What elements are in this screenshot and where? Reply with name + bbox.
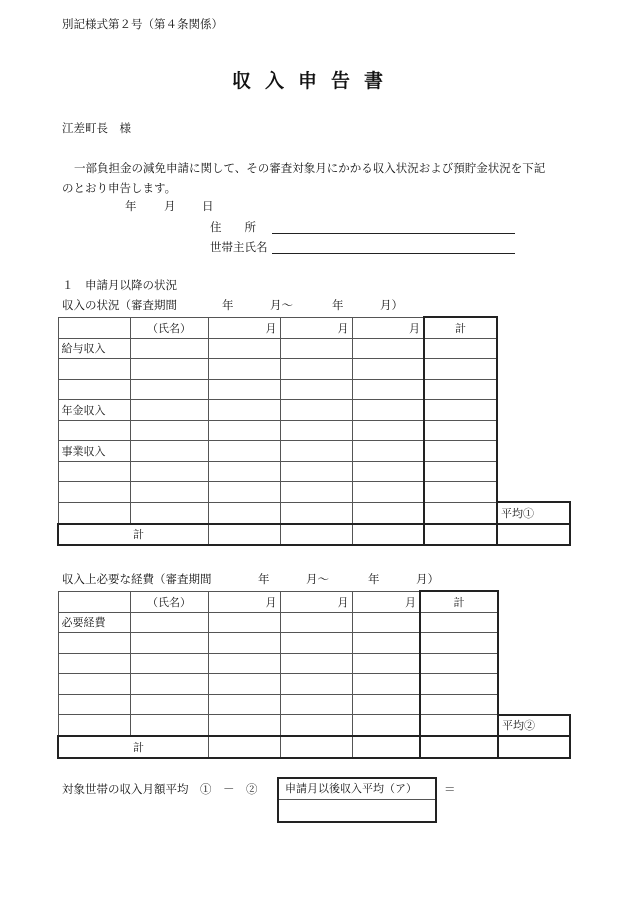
table-cell bbox=[497, 420, 570, 441]
declaration-line-1: 一部負担金の減免申請に関して、その審査対象月にかかる収入状況および預貯金状況を下記 bbox=[74, 161, 546, 175]
input-cell[interactable] bbox=[280, 420, 352, 441]
input-cell[interactable] bbox=[280, 502, 352, 524]
table-cell bbox=[498, 674, 570, 695]
row-label-expense: 必要経費 bbox=[58, 612, 130, 633]
input-cell[interactable] bbox=[130, 461, 208, 482]
table-row bbox=[58, 400, 570, 421]
householder-label: 世帯主氏名 bbox=[210, 240, 268, 254]
expense-heading-year2: 年 bbox=[368, 572, 380, 586]
table-cell bbox=[498, 591, 570, 612]
input-cell[interactable] bbox=[352, 400, 424, 421]
table-row bbox=[58, 338, 570, 359]
input-cell[interactable] bbox=[352, 379, 424, 400]
input-cell[interactable] bbox=[424, 400, 497, 421]
table-cell bbox=[498, 694, 570, 715]
table-row bbox=[58, 715, 570, 737]
table-cell bbox=[498, 653, 570, 674]
input-cell[interactable] bbox=[130, 482, 208, 503]
summary-label: 対象世帯の収入月額平均 ① － ② bbox=[62, 782, 258, 796]
table-cell bbox=[58, 379, 130, 400]
result-box-label: 申請月以後収入平均（ア） bbox=[279, 779, 435, 800]
input-cell[interactable] bbox=[424, 502, 497, 524]
input-cell[interactable] bbox=[130, 338, 208, 359]
input-cell[interactable] bbox=[424, 482, 497, 503]
input-cell[interactable] bbox=[208, 524, 280, 546]
table-cell bbox=[58, 502, 130, 524]
table-cell bbox=[497, 317, 570, 338]
input-cell[interactable] bbox=[130, 502, 208, 524]
average-2-label: 平均② bbox=[498, 715, 570, 737]
input-cell[interactable] bbox=[280, 736, 352, 758]
table-row bbox=[58, 441, 570, 462]
expense-table bbox=[57, 590, 571, 759]
row-label-business: 事業収入 bbox=[58, 441, 130, 462]
table-cell bbox=[58, 359, 130, 380]
month-column-header: 月 bbox=[352, 591, 420, 612]
input-cell[interactable] bbox=[420, 674, 498, 695]
input-cell[interactable] bbox=[130, 420, 208, 441]
table-cell bbox=[498, 612, 570, 633]
input-cell[interactable] bbox=[352, 736, 420, 758]
input-cell[interactable] bbox=[130, 400, 208, 421]
date-year: 年 bbox=[125, 199, 137, 213]
table-row bbox=[58, 420, 570, 441]
table-cell bbox=[58, 653, 130, 674]
input-cell[interactable] bbox=[130, 694, 208, 715]
input-cell[interactable] bbox=[280, 653, 352, 674]
input-cell[interactable] bbox=[208, 633, 280, 654]
input-cell[interactable] bbox=[280, 612, 352, 633]
input-cell[interactable] bbox=[352, 524, 424, 546]
expense-heading-month1: 月～ bbox=[306, 572, 329, 586]
input-cell[interactable] bbox=[208, 612, 280, 633]
income-heading-month2: 月） bbox=[380, 298, 403, 312]
equals-sign: ＝ bbox=[444, 782, 456, 796]
input-cell[interactable] bbox=[280, 461, 352, 482]
input-cell[interactable] bbox=[352, 694, 420, 715]
month-column-header: 月 bbox=[280, 317, 352, 338]
input-cell[interactable] bbox=[208, 694, 280, 715]
expense-heading bbox=[62, 571, 439, 587]
average-2-value[interactable] bbox=[498, 736, 570, 758]
expense-total-row bbox=[58, 736, 570, 758]
table-cell bbox=[497, 338, 570, 359]
input-cell[interactable] bbox=[424, 461, 497, 482]
input-cell[interactable] bbox=[420, 715, 498, 737]
input-cell[interactable] bbox=[420, 736, 498, 758]
input-cell[interactable] bbox=[130, 612, 208, 633]
input-cell[interactable] bbox=[280, 633, 352, 654]
table-row bbox=[58, 482, 570, 503]
input-cell[interactable] bbox=[130, 715, 208, 737]
input-cell[interactable] bbox=[424, 524, 497, 546]
input-cell[interactable] bbox=[208, 736, 280, 758]
table-cell bbox=[498, 633, 570, 654]
input-cell[interactable] bbox=[130, 379, 208, 400]
row-label-salary: 給与収入 bbox=[58, 338, 130, 359]
form-number: 別記様式第２号（第４条関係） bbox=[62, 17, 223, 31]
table-row bbox=[58, 461, 570, 482]
addressee: 江差町長 様 bbox=[62, 121, 131, 135]
table-cell bbox=[58, 524, 130, 546]
input-cell[interactable] bbox=[424, 379, 497, 400]
input-cell[interactable] bbox=[280, 400, 352, 421]
table-cell bbox=[58, 591, 130, 612]
table-row bbox=[58, 502, 570, 524]
income-total-row bbox=[58, 524, 570, 546]
total-row-label: 計 bbox=[130, 736, 208, 758]
table-cell bbox=[58, 674, 130, 695]
expense-header-row bbox=[58, 591, 570, 612]
income-heading-label: 収入の状況（審査期間 bbox=[62, 298, 177, 312]
average-1-label: 平均① bbox=[497, 502, 570, 524]
table-cell bbox=[58, 715, 130, 737]
input-cell[interactable] bbox=[352, 359, 424, 380]
input-cell[interactable] bbox=[424, 338, 497, 359]
input-cell[interactable] bbox=[352, 502, 424, 524]
income-header-row bbox=[58, 317, 570, 338]
input-cell[interactable] bbox=[208, 379, 280, 400]
input-cell[interactable] bbox=[208, 715, 280, 737]
average-1-value[interactable] bbox=[497, 524, 570, 546]
table-cell bbox=[58, 317, 130, 338]
input-cell[interactable] bbox=[424, 420, 497, 441]
month-column-header: 月 bbox=[208, 317, 280, 338]
input-cell[interactable] bbox=[352, 653, 420, 674]
total-column-header: 計 bbox=[420, 591, 498, 612]
table-row bbox=[58, 674, 570, 695]
table-cell bbox=[497, 441, 570, 462]
table-row bbox=[58, 694, 570, 715]
input-cell[interactable] bbox=[208, 420, 280, 441]
table-cell bbox=[58, 482, 130, 503]
input-cell[interactable] bbox=[280, 379, 352, 400]
table-cell bbox=[497, 482, 570, 503]
input-cell[interactable] bbox=[130, 653, 208, 674]
month-column-header: 月 bbox=[280, 591, 352, 612]
table-row bbox=[58, 653, 570, 674]
input-cell[interactable] bbox=[208, 674, 280, 695]
month-column-header: 月 bbox=[352, 317, 424, 338]
input-cell[interactable] bbox=[352, 482, 424, 503]
input-cell[interactable] bbox=[208, 461, 280, 482]
name-column-header: （氏名） bbox=[130, 591, 208, 612]
input-cell[interactable] bbox=[280, 715, 352, 737]
input-cell[interactable] bbox=[420, 633, 498, 654]
input-cell[interactable] bbox=[352, 441, 424, 462]
input-cell[interactable] bbox=[130, 633, 208, 654]
row-label-pension: 年金収入 bbox=[58, 400, 130, 421]
input-cell[interactable] bbox=[208, 338, 280, 359]
input-cell[interactable] bbox=[280, 441, 352, 462]
input-cell[interactable] bbox=[352, 612, 420, 633]
declaration-line-2: のとおり申告します。 bbox=[62, 181, 177, 195]
income-heading-month1: 月～ bbox=[270, 298, 293, 312]
income-table bbox=[57, 316, 571, 546]
table-cell bbox=[58, 420, 130, 441]
input-cell[interactable] bbox=[352, 461, 424, 482]
input-cell[interactable] bbox=[208, 359, 280, 380]
input-cell[interactable] bbox=[280, 338, 352, 359]
input-cell[interactable] bbox=[352, 420, 424, 441]
input-cell[interactable] bbox=[130, 441, 208, 462]
table-cell bbox=[58, 694, 130, 715]
input-cell[interactable] bbox=[208, 441, 280, 462]
section-1-title: １ 申請月以降の状況 bbox=[62, 278, 177, 292]
input-cell[interactable] bbox=[424, 441, 497, 462]
address-field[interactable] bbox=[272, 233, 515, 234]
input-cell[interactable] bbox=[280, 674, 352, 695]
table-row bbox=[58, 612, 570, 633]
table-row bbox=[58, 379, 570, 400]
total-row-label: 計 bbox=[130, 524, 208, 546]
input-cell[interactable] bbox=[420, 653, 498, 674]
input-cell[interactable] bbox=[130, 674, 208, 695]
income-heading bbox=[62, 297, 403, 313]
input-cell[interactable] bbox=[280, 359, 352, 380]
input-cell[interactable] bbox=[208, 482, 280, 503]
result-box bbox=[277, 777, 437, 823]
date-day: 日 bbox=[202, 199, 214, 213]
input-cell[interactable] bbox=[420, 612, 498, 633]
table-row bbox=[58, 633, 570, 654]
table-cell bbox=[497, 379, 570, 400]
expense-heading-label: 収入上必要な経費（審査期間 bbox=[62, 572, 212, 586]
date-month: 月 bbox=[164, 199, 176, 213]
input-cell[interactable] bbox=[208, 653, 280, 674]
input-cell[interactable] bbox=[208, 502, 280, 524]
table-cell bbox=[58, 736, 130, 758]
input-cell[interactable] bbox=[130, 359, 208, 380]
table-cell bbox=[497, 461, 570, 482]
expense-heading-year1: 年 bbox=[258, 572, 270, 586]
input-cell[interactable] bbox=[424, 359, 497, 380]
expense-heading-month2: 月） bbox=[416, 572, 439, 586]
input-cell[interactable] bbox=[280, 524, 352, 546]
name-column-header: （氏名） bbox=[130, 317, 208, 338]
input-cell[interactable] bbox=[352, 338, 424, 359]
address-label: 住 所 bbox=[210, 220, 256, 234]
table-row bbox=[58, 359, 570, 380]
input-cell[interactable] bbox=[280, 482, 352, 503]
input-cell[interactable] bbox=[420, 694, 498, 715]
input-cell[interactable] bbox=[352, 633, 420, 654]
income-heading-year1: 年 bbox=[222, 298, 234, 312]
input-cell[interactable] bbox=[280, 694, 352, 715]
table-cell bbox=[58, 633, 130, 654]
result-value-field[interactable] bbox=[279, 800, 435, 821]
input-cell[interactable] bbox=[208, 400, 280, 421]
total-column-header: 計 bbox=[424, 317, 497, 338]
table-cell bbox=[497, 400, 570, 421]
input-cell[interactable] bbox=[352, 674, 420, 695]
table-cell bbox=[497, 359, 570, 380]
input-cell[interactable] bbox=[352, 715, 420, 737]
householder-field[interactable] bbox=[272, 253, 515, 254]
month-column-header: 月 bbox=[208, 591, 280, 612]
table-cell bbox=[58, 461, 130, 482]
income-heading-year2: 年 bbox=[332, 298, 344, 312]
page-title: 収入申告書 bbox=[232, 70, 398, 92]
